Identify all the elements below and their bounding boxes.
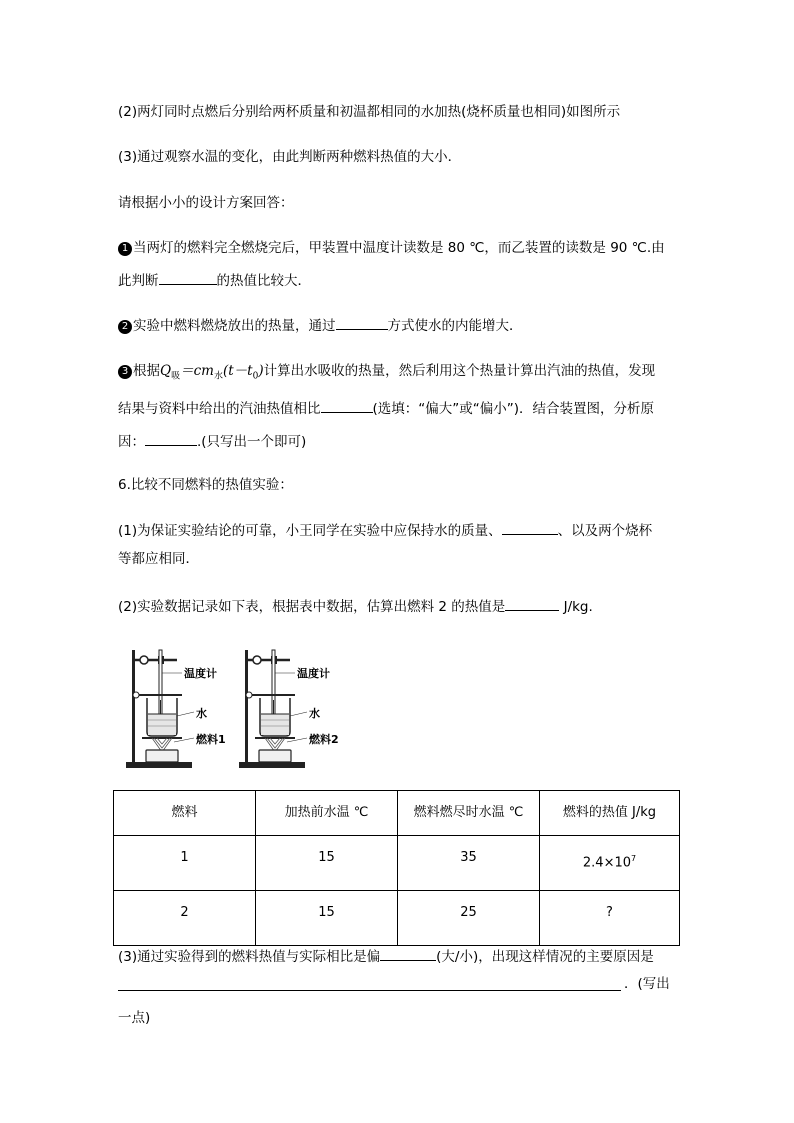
question-3-text-c1: 结果与资料中给出的汽油热值相比 xyxy=(118,401,321,417)
cell-fuel: 2 xyxy=(114,891,256,946)
answer-blank-6-3b[interactable] xyxy=(118,990,621,991)
circle-number-1: 1 xyxy=(118,242,132,256)
cell-final-temp: 35 xyxy=(398,836,540,891)
table-header-row xyxy=(114,791,680,836)
heat-formula: $Q_吸=cm_水(t-t_0)$ xyxy=(160,363,264,382)
section-6-q2 xyxy=(118,596,593,616)
answer-blank-q2[interactable] xyxy=(336,315,388,330)
section-6-q3-continued: 一点) xyxy=(118,1010,151,1026)
cell-initial-temp: 15 xyxy=(256,891,398,946)
cell-fuel: 1 xyxy=(114,836,256,891)
fuel-2-label: 燃料2 xyxy=(309,733,339,746)
apparatus-1-figure xyxy=(122,640,240,772)
section-6-q2-text-a: (2)实验数据记录如下表，根据表中数据，估算出燃料 2 的热值是 xyxy=(118,599,506,615)
question-2 xyxy=(118,315,523,335)
question-1-continued xyxy=(118,270,311,290)
header-heat-value: 燃料的热值 J/kg xyxy=(540,791,680,836)
section-6-q2-text-b: J/kg. xyxy=(559,599,593,615)
cell-initial-temp: 15 xyxy=(256,836,398,891)
section-6-q1-text-b: 、以及两个烧杯 xyxy=(557,523,653,539)
question-3-continued xyxy=(118,398,654,418)
question-3-text-d1: 因： xyxy=(118,434,145,450)
section-6-title: 6.比较不同燃料的热值实验： xyxy=(118,477,293,493)
answer-blank-6-2[interactable] xyxy=(505,596,559,611)
question-3-text-c2: (选填：“偏大”或“偏小”)．结合装置图，分析原 xyxy=(372,401,655,417)
question-3-text-b: 计算出水吸收的热量，然后利用这个热量计算出汽油的热值，发现 xyxy=(263,363,656,379)
cell-heat-value: $2.4\times 10^7$ xyxy=(540,836,680,891)
section-6-q1-continued: 等都应相同． xyxy=(118,551,199,567)
section-6-q1 xyxy=(118,520,652,540)
water-label-2: 水 xyxy=(309,707,320,720)
question-3-text-a: 根据 xyxy=(133,363,160,379)
answer-blank-q3a[interactable] xyxy=(321,398,373,413)
question-3 xyxy=(118,362,655,386)
question-1-text: 当两灯的燃料完全燃烧完后，甲装置中温度计读数是 80 ℃，而乙装置的读数是 90 ℃.由 xyxy=(133,240,665,256)
answer-blank-6-1[interactable] xyxy=(502,520,558,535)
water-label-1: 水 xyxy=(196,707,207,720)
text-line-3: (3)通过观察水温的变化，由此判断两种燃料热值的大小． xyxy=(118,149,462,165)
question-1-text-b1: 此判断 xyxy=(118,273,159,289)
data-table xyxy=(113,790,680,946)
fuel-1-label: 燃料1 xyxy=(196,733,226,746)
answer-blank-q3b[interactable] xyxy=(145,431,197,446)
cell-heat-value: ? xyxy=(540,891,680,946)
question-3-continued-2 xyxy=(118,431,306,451)
answer-blank-q1[interactable] xyxy=(159,270,217,285)
question-2-text-a: 实验中燃料燃烧放出的热量，通过 xyxy=(133,318,336,334)
apparatus-2-figure xyxy=(235,640,353,772)
question-1-text-b2: 的热值比较大． xyxy=(216,273,311,289)
table-row xyxy=(114,891,680,946)
circle-number-3: 3 xyxy=(118,365,132,379)
answer-blank-6-3a[interactable] xyxy=(380,946,436,961)
instruction-line: 请根据小小的设计方案回答： xyxy=(118,195,294,211)
thermometer-label-1: 温度计 xyxy=(184,667,217,680)
section-6-q3-text-a: (3)通过实验得到的燃料热值与实际相比是偏 xyxy=(118,949,381,965)
circle-number-2: 2 xyxy=(118,320,132,334)
text-line-2: (2)两灯同时点燃后分别给两杯质量和初温都相同的水加热(烧杯质量也相同)如图所示 xyxy=(118,104,621,120)
header-final-temp: 燃料燃尽时水温 ℃ xyxy=(398,791,540,836)
header-initial-temp: 加热前水温 ℃ xyxy=(256,791,398,836)
section-6-q3-text-b: (大/小)，出现这样情况的主要原因是 xyxy=(436,949,654,965)
question-2-text-b: 方式使水的内能增大． xyxy=(387,318,523,334)
thermometer-label-2: 温度计 xyxy=(297,667,330,680)
header-fuel: 燃料 xyxy=(114,791,256,836)
question-3-text-d2: .(只写出一个即可) xyxy=(197,434,307,450)
question-1 xyxy=(118,239,665,257)
stand-base-1 xyxy=(126,762,192,768)
cell-final-temp: 25 xyxy=(398,891,540,946)
stand-base-2 xyxy=(239,762,305,768)
section-6-q1-text-a: (1)为保证实验结论的可靠，小王同学在实验中应保持水的质量、 xyxy=(118,523,502,539)
section-6-q3-suffix: ．(写出 xyxy=(624,976,670,992)
table-row xyxy=(114,836,680,891)
section-6-q3 xyxy=(118,946,654,966)
